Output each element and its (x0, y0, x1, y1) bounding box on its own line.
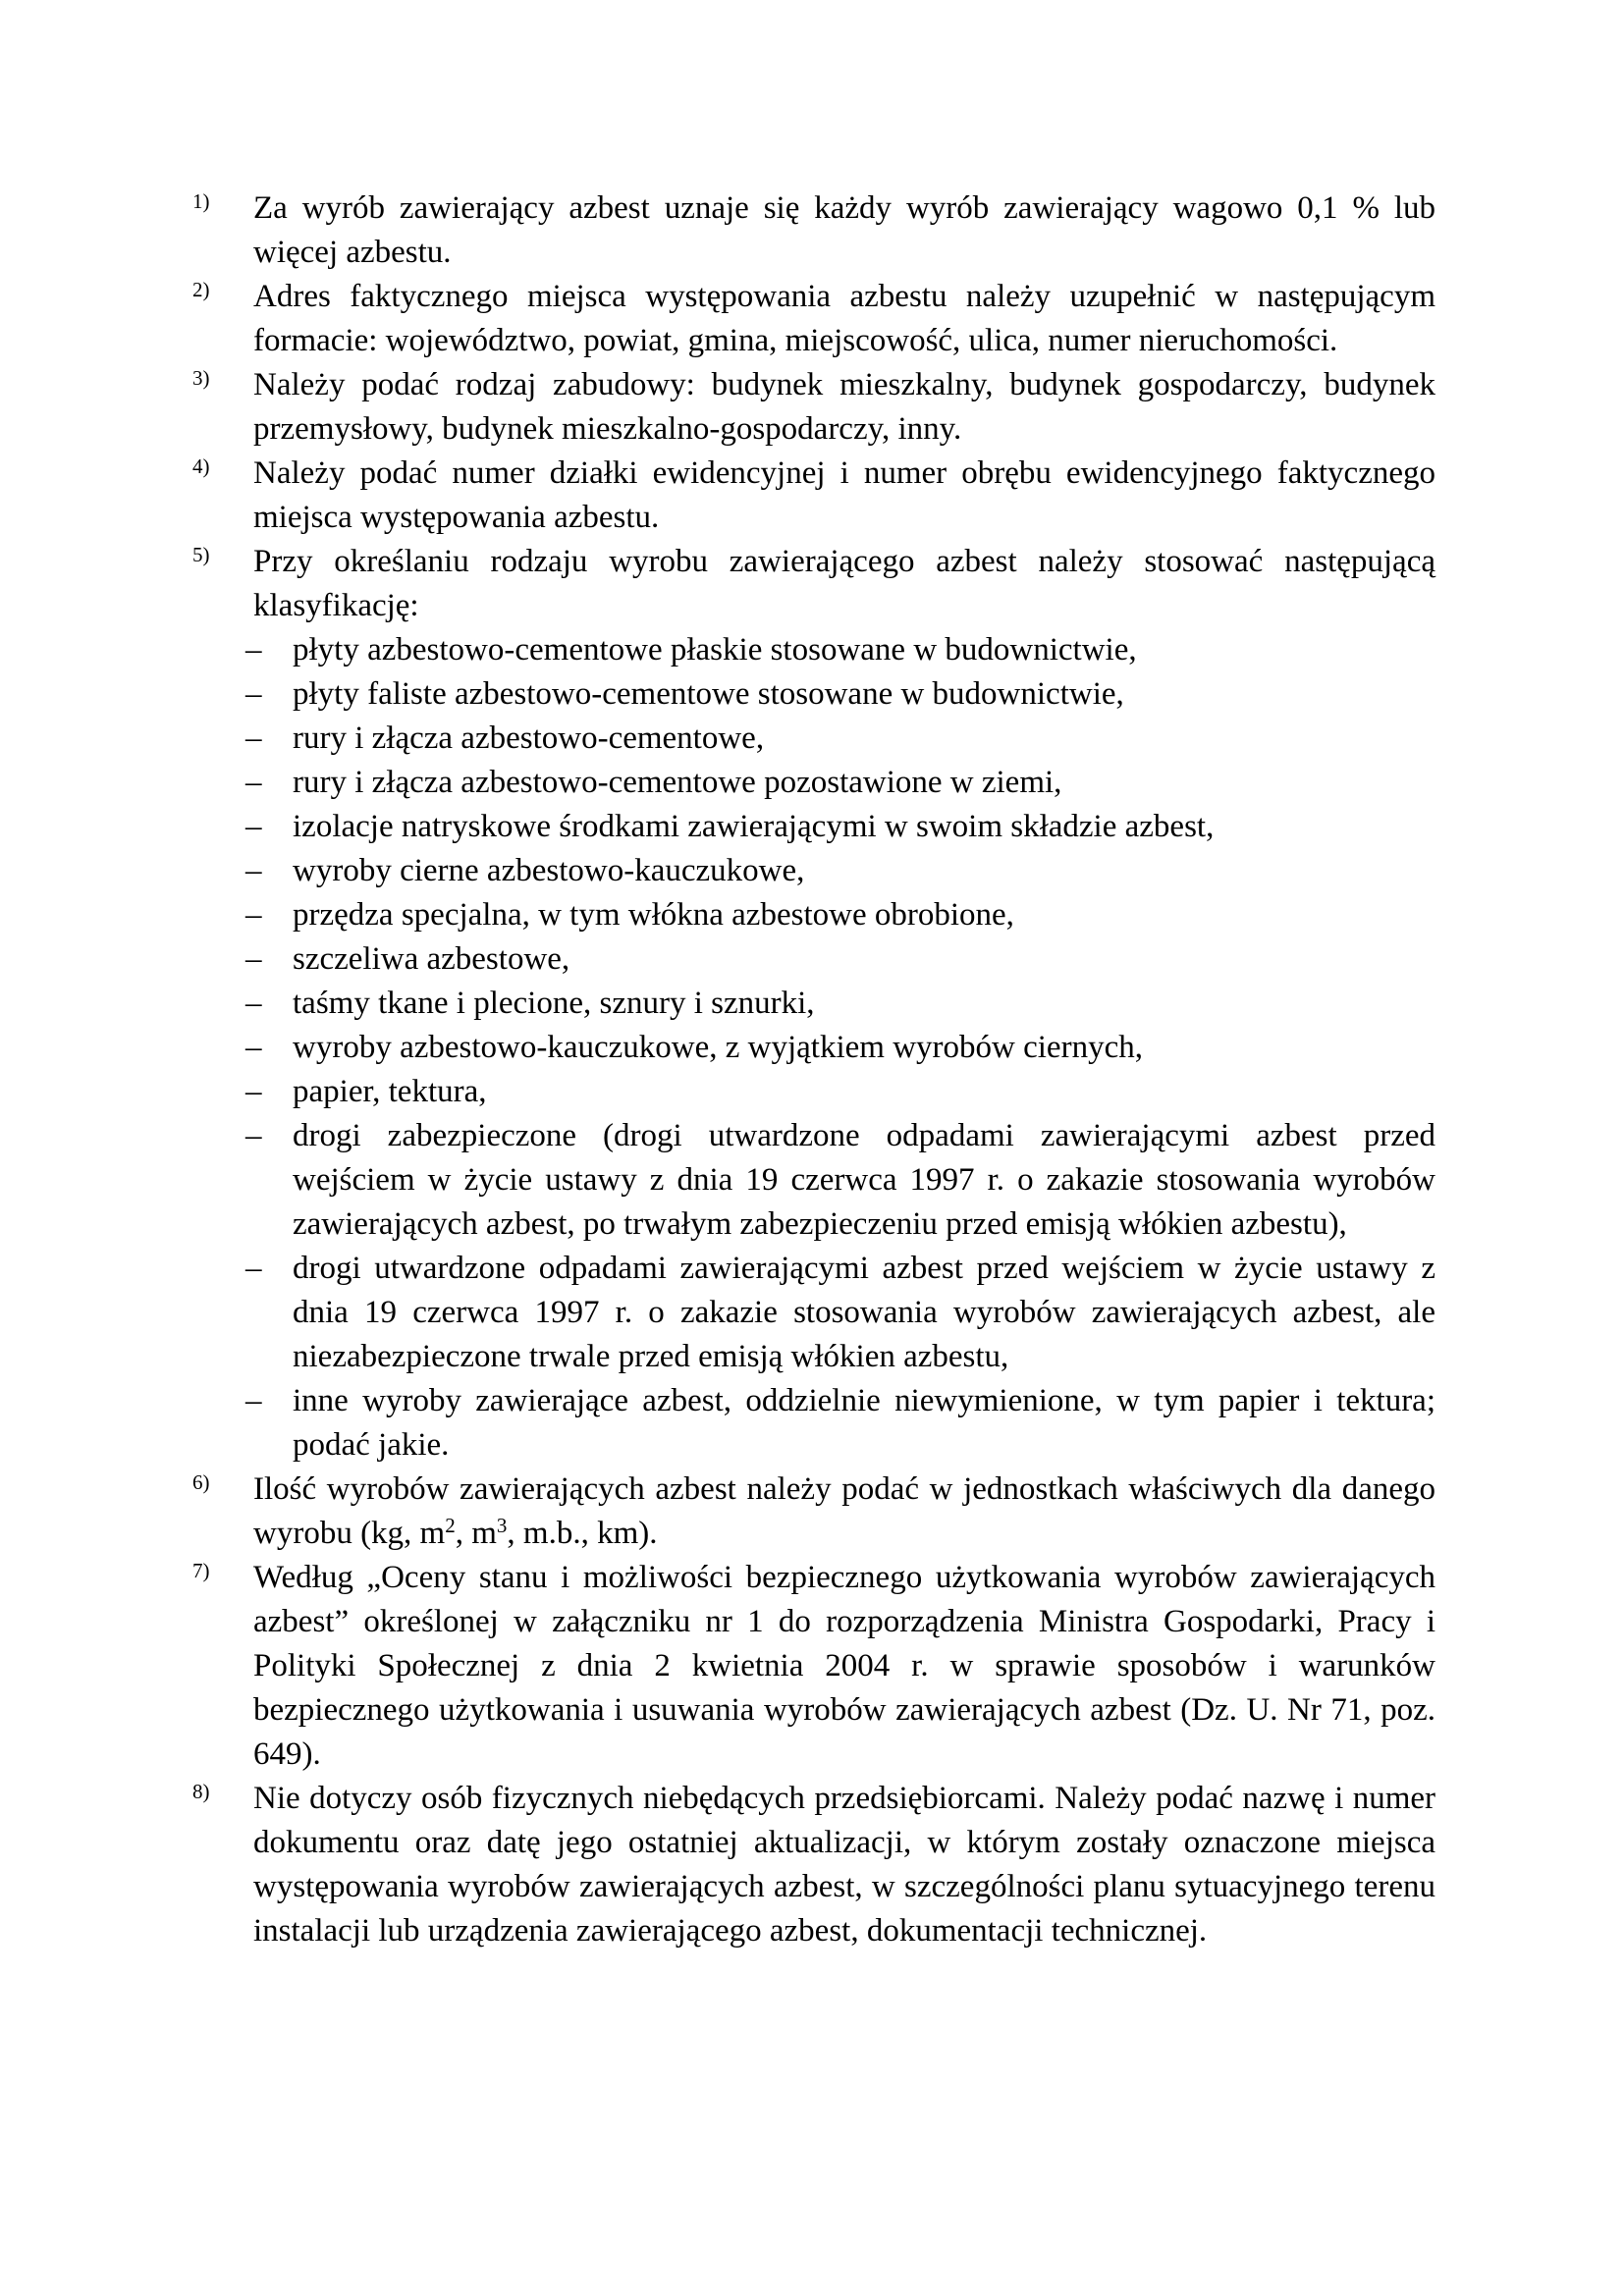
dash-marker: – (245, 1030, 262, 1065)
superscript-unit: 3 (496, 1514, 508, 1537)
footnote-number: 4) (192, 454, 210, 478)
list-item (245, 1114, 1435, 1247)
footnote-number: 8) (192, 1780, 210, 1803)
footnote-number: 2) (192, 278, 210, 301)
dash-marker: – (245, 986, 262, 1021)
footnote-number: 7) (192, 1559, 210, 1582)
footnote-text: Należy podać rodzaj zabudowy: budynek mieszkalny, budynek gospodarczy, budynek przemysłowy, budynek mieszkalno-gospodarczy, inny. (253, 367, 1435, 447)
footnote-text: Przy określaniu rodzaju wyrobu zawierającego azbest należy stosować następującą klasyfikację: (253, 544, 1435, 623)
footnote-item (192, 540, 1435, 1468)
superscript-unit: 2 (445, 1514, 456, 1537)
footnote-number: 3) (192, 366, 210, 390)
list-item (245, 937, 1435, 982)
dash-marker: – (245, 1118, 262, 1153)
dash-marker: – (245, 765, 262, 800)
list-item-text: płyty azbestowo-cementowe płaskie stosowane w budownictwie, (293, 632, 1137, 667)
list-item-text: rury i złącza azbestowo-cementowe, (293, 721, 765, 756)
list-item (245, 849, 1435, 893)
footnote-item (192, 452, 1435, 540)
footnote-item (192, 1468, 1435, 1556)
list-item-text: izolacje natryskowe środkami zawierającymi w swoim składzie azbest, (293, 809, 1215, 844)
dash-marker: – (245, 676, 262, 712)
list-item-text: inne wyroby zawierające azbest, oddzielnie niewymienione, w tym papier i tektura; podać jakie. (293, 1383, 1435, 1463)
footnote-item (192, 187, 1435, 275)
list-item (245, 982, 1435, 1026)
list-item (245, 717, 1435, 761)
list-item-text: przędza specjalna, w tym włókna azbestowe obrobione, (293, 897, 1014, 933)
list-item (245, 672, 1435, 717)
footnote-item (192, 1556, 1435, 1777)
dash-marker: – (245, 632, 262, 667)
dash-marker: – (245, 853, 262, 888)
list-item (245, 1026, 1435, 1070)
list-item (245, 761, 1435, 805)
list-item (245, 805, 1435, 849)
dash-marker: – (245, 1383, 262, 1418)
dash-marker: – (245, 1251, 262, 1286)
footnote-text: Należy podać numer działki ewidencyjnej i numer obrębu ewidencyjnego faktycznego miejsca występowania azbestu. (253, 455, 1435, 535)
dash-marker: – (245, 1074, 262, 1109)
footnote-item (192, 1777, 1435, 1953)
footnote-number: 5) (192, 543, 210, 566)
footnote-item (192, 363, 1435, 452)
footnote-text: Według „Oceny stanu i możliwości bezpiecznego użytkowania wyrobów zawierających azbest” określonej w załączniku nr 1 do rozporządzenia Ministra Gospodarki, Pracy i Polityki Społecznej z dnia 2 kwietnia 2004 r. w sprawie sposobów i warunków bezpiecznego użytkowania i usuwania wyrobów zawierających azbest (Dz. U. Nr 71, poz. 649). (253, 1560, 1435, 1772)
footnote-text: Adres faktycznego miejsca występowania azbestu należy uzupełnić w następującym formacie: województwo, powiat, gmina, miejscowość, ulica, numer nieruchomości. (253, 279, 1435, 358)
list-item (245, 1379, 1435, 1468)
footnote-text-segment: , m.b., km). (507, 1516, 658, 1551)
list-item-text: drogi utwardzone odpadami zawierającymi azbest przed wejściem w życie ustawy z dnia 19 czerwca 1997 r. o zakazie stosowania wyrobów zawierających azbest, ale niezabezpieczone trwale przed emisją włókien azbestu, (293, 1251, 1435, 1374)
dash-marker: – (245, 809, 262, 844)
footnote-text-segment: Ilość wyrobów zawierających azbest należy podać w jednostkach właściwych dla danego wyrobu (kg, m (253, 1471, 1435, 1551)
list-item (245, 1247, 1435, 1379)
footnote-text: Nie dotyczy osób fizycznych niebędących przedsiębiorcami. Należy podać nazwę i numer dokumentu oraz datę jego ostatniej aktualizacji, w którym zostały oznaczone miejsca występowania wyrobów zawierających azbest, w szczególności planu sytuacyjnego terenu instalacji lub urządzenia zawierającego azbest, dokumentacji technicznej. (253, 1781, 1435, 1949)
footnote-number: 6) (192, 1470, 210, 1494)
footnotes-block (192, 187, 1435, 1953)
list-item-text: wyroby azbestowo-kauczukowe, z wyjątkiem wyrobów ciernych, (293, 1030, 1143, 1065)
list-item (245, 1070, 1435, 1114)
list-item (245, 893, 1435, 937)
footnote-text: Za wyrób zawierający azbest uznaje się każdy wyrób zawierający wagowo 0,1 % lub więcej azbestu. (253, 190, 1435, 270)
footnote-text-segment: , m (455, 1516, 497, 1551)
dash-marker: – (245, 941, 262, 977)
dash-marker: – (245, 897, 262, 933)
classification-list (245, 628, 1435, 1468)
list-item-text: drogi zabezpieczone (drogi utwardzone odpadami zawierającymi azbest przed wejściem w życie ustawy z dnia 19 czerwca 1997 r. o zakazie stosowania wyrobów zawierających azbest, po trwałym zabezpieczeniu przed emisją włókien azbestu), (293, 1118, 1435, 1242)
dash-marker: – (245, 721, 262, 756)
list-item-text: płyty faliste azbestowo-cementowe stosowane w budownictwie, (293, 676, 1124, 712)
list-item-text: papier, tektura, (293, 1074, 487, 1109)
footnote-item (192, 275, 1435, 363)
list-item-text: szczeliwa azbestowe, (293, 941, 570, 977)
list-item-text: taśmy tkane i plecione, sznury i sznurki, (293, 986, 815, 1021)
list-item-text: wyroby cierne azbestowo-kauczukowe, (293, 853, 805, 888)
list-item-text: rury i złącza azbestowo-cementowe pozostawione w ziemi, (293, 765, 1062, 800)
list-item (245, 628, 1435, 672)
footnote-number: 1) (192, 189, 210, 213)
